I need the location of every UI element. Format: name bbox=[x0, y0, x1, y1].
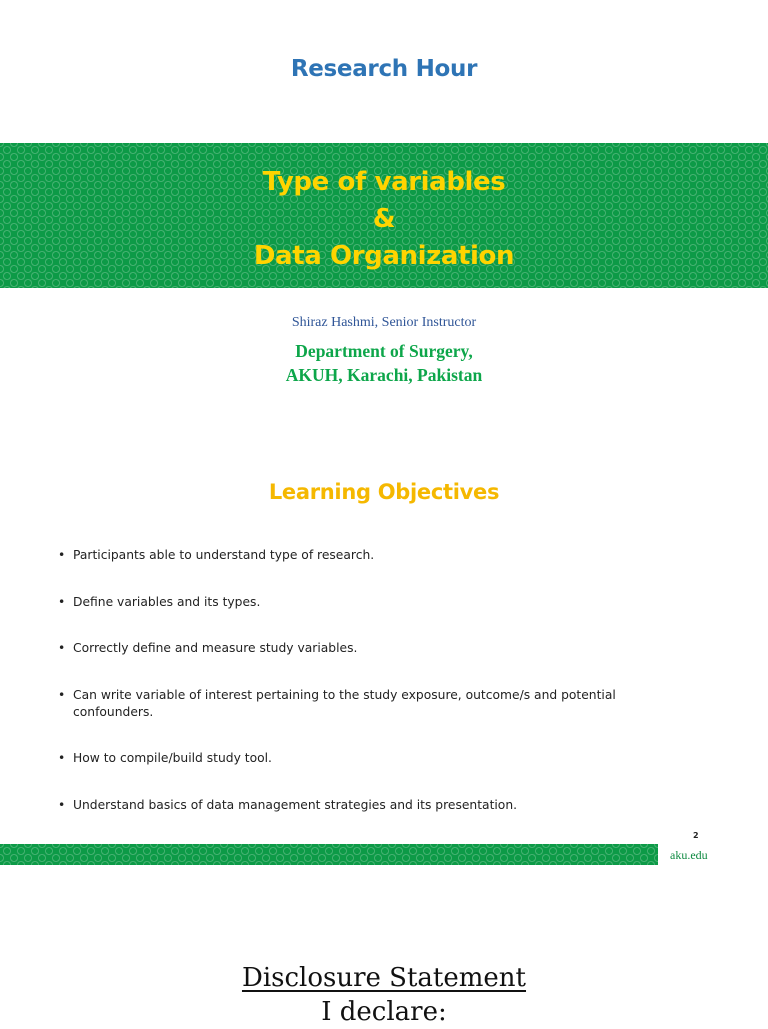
title-line-3: Data Organization bbox=[253, 241, 515, 271]
bullet-icon: • bbox=[58, 688, 66, 702]
list-item bbox=[58, 594, 698, 611]
bullet-icon: • bbox=[58, 548, 66, 562]
bullet-icon: • bbox=[58, 798, 66, 812]
title-line-2: & bbox=[372, 204, 396, 234]
department-line-1: Department of Surgery, bbox=[295, 341, 473, 361]
title-banner bbox=[0, 143, 768, 288]
objective-text: Define variables and its types. bbox=[73, 595, 261, 609]
title-line-1: Type of variables bbox=[262, 167, 506, 197]
bullet-icon: • bbox=[58, 751, 66, 765]
objective-text: Can write variable of interest pertaining to the study exposure, outcome/s and potential confounders. bbox=[73, 688, 616, 719]
disclosure-subtitle: I declare: bbox=[321, 997, 447, 1027]
disclosure-slide bbox=[0, 867, 768, 1027]
objective-text: Correctly define and measure study variables. bbox=[73, 641, 358, 655]
disclosure-title: Disclosure Statement bbox=[241, 963, 527, 993]
list-item bbox=[58, 687, 698, 721]
footer-site-link[interactable]: aku.edu bbox=[670, 848, 708, 862]
presenter-name: Shiraz Hashmi, Senior Instructor bbox=[291, 315, 477, 330]
department-line-2: AKUH, Karachi, Pakistan bbox=[285, 365, 483, 385]
footer-banner bbox=[0, 844, 658, 865]
list-item bbox=[58, 640, 698, 657]
disclosure-block bbox=[0, 961, 768, 1029]
title-slide bbox=[0, 0, 768, 435]
list-item bbox=[58, 547, 698, 564]
objectives-slide bbox=[0, 435, 768, 867]
objective-text: Understand basics of data management strategies and its presentation. bbox=[73, 798, 518, 812]
department bbox=[0, 339, 768, 387]
objective-text: Participants able to understand type of research. bbox=[73, 548, 375, 562]
list-item bbox=[58, 797, 698, 814]
list-item bbox=[58, 750, 698, 767]
page-number: 2 bbox=[693, 831, 699, 840]
presentation-title bbox=[0, 164, 768, 275]
bullet-icon: • bbox=[58, 595, 66, 609]
bullet-icon: • bbox=[58, 641, 66, 655]
objective-text: How to compile/build study tool. bbox=[73, 751, 272, 765]
objectives-title: Learning Objectives bbox=[268, 480, 500, 504]
series-header: Research Hour bbox=[290, 56, 478, 82]
